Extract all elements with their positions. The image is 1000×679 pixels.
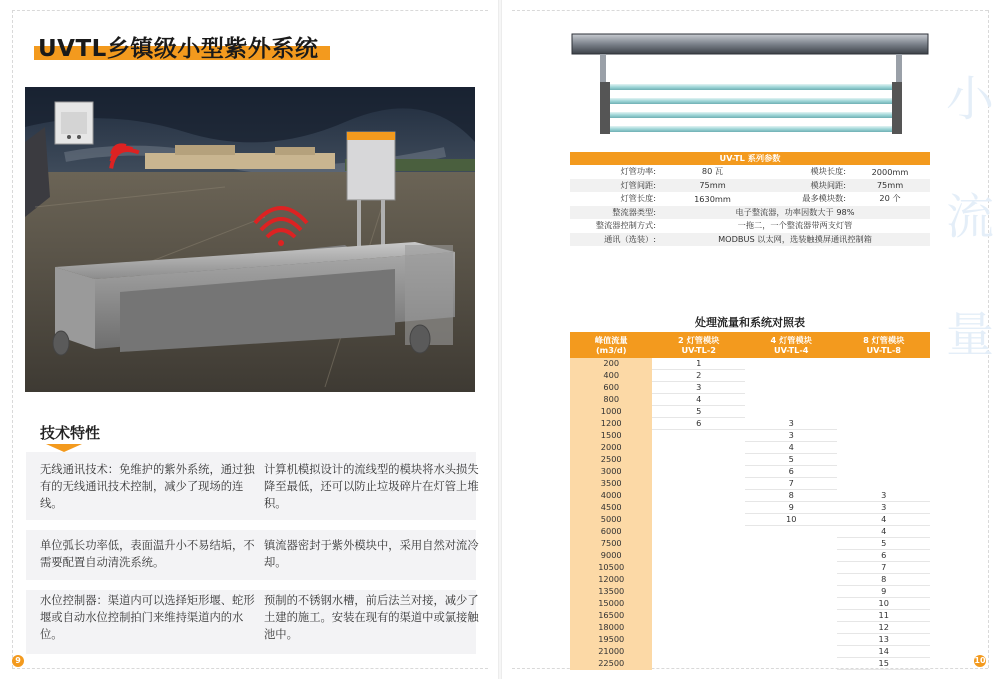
peak-flow-cell: 22500 bbox=[570, 658, 652, 670]
peak-flow-cell: 2000 bbox=[570, 442, 652, 454]
peak-flow-cell: 18000 bbox=[570, 622, 652, 634]
uv-module-illustration bbox=[570, 30, 930, 148]
tl4-cell bbox=[745, 394, 838, 406]
feature-wireless: 无线通讯技术：免维护的紫外系统，通过独有的无线通讯技术控制，减少了现场的连线。 bbox=[40, 463, 255, 510]
tl2-cell bbox=[652, 502, 745, 514]
tl2-cell bbox=[652, 466, 745, 478]
param-key: 灯管长度: bbox=[620, 193, 656, 204]
tl8-cell: 4 bbox=[837, 526, 930, 538]
page-title-text: UVTL乡镇级小型紫外系统 bbox=[38, 36, 319, 62]
features-heading: 技术特性 bbox=[40, 424, 101, 442]
tl8-cell: 13 bbox=[837, 634, 930, 646]
peak-flow-cell: 200 bbox=[570, 358, 652, 370]
peak-flow-cell: 400 bbox=[570, 370, 652, 382]
product-illustration bbox=[25, 87, 475, 392]
peak-flow-cell: 10500 bbox=[570, 562, 652, 574]
tl2-cell bbox=[652, 586, 745, 598]
tl4-cell: 8 bbox=[745, 490, 838, 502]
tl4-cell bbox=[745, 646, 838, 658]
tl2-cell bbox=[652, 550, 745, 562]
tl4-cell: 3 bbox=[745, 430, 838, 442]
peak-flow-cell: 2500 bbox=[570, 454, 652, 466]
tl4-cell bbox=[745, 598, 838, 610]
tl4-cell: 5 bbox=[745, 454, 838, 466]
table-row bbox=[570, 206, 930, 220]
table-row bbox=[570, 406, 930, 418]
tl4-cell bbox=[745, 550, 838, 562]
tl2-cell bbox=[652, 454, 745, 466]
tl2-cell bbox=[652, 430, 745, 442]
param-key: 灯管功率: bbox=[620, 166, 656, 177]
flow-table bbox=[570, 332, 930, 670]
table-row bbox=[570, 454, 930, 466]
table-row bbox=[570, 418, 930, 430]
flow-table-title: 处理流量和系统对照表 bbox=[695, 316, 805, 329]
table-row bbox=[570, 370, 930, 382]
param-value: 1630mm bbox=[694, 193, 731, 204]
peak-flow-cell: 4000 bbox=[570, 490, 652, 502]
params-table bbox=[570, 152, 930, 246]
param-key: 整流器类型: bbox=[570, 206, 660, 220]
tl4-cell bbox=[745, 610, 838, 622]
divider bbox=[12, 10, 13, 668]
page-number: 10 bbox=[974, 656, 986, 665]
table-row bbox=[570, 430, 930, 442]
tl2-cell bbox=[652, 538, 745, 550]
param-value: 一拖二，一个整流器带两支灯管 bbox=[737, 220, 853, 231]
table-row bbox=[570, 514, 930, 526]
param-value: 20 个 bbox=[879, 193, 901, 204]
param-key: 整流器控制方式: bbox=[595, 220, 656, 231]
col-tl2: 2 灯管模块 UV-TL-2 bbox=[652, 332, 745, 358]
peak-flow-cell: 16500 bbox=[570, 610, 652, 622]
tl4-cell bbox=[745, 622, 838, 634]
tl4-cell: 3 bbox=[745, 418, 838, 430]
tl8-cell: 12 bbox=[837, 622, 930, 634]
peak-flow-cell: 15000 bbox=[570, 598, 652, 610]
param-key: 模块间距: bbox=[765, 179, 850, 193]
params-title: UV-TL 系列参数 bbox=[570, 152, 930, 165]
table-row bbox=[570, 574, 930, 586]
param-value: 75mm bbox=[660, 179, 765, 193]
param-value: 2000mm bbox=[871, 166, 909, 177]
table-row bbox=[570, 598, 930, 610]
tl4-cell bbox=[745, 406, 838, 418]
param-value: 75mm bbox=[850, 179, 930, 193]
table-row bbox=[570, 538, 930, 550]
tl8-cell bbox=[837, 466, 930, 478]
tl4-cell bbox=[745, 574, 838, 586]
tl2-cell: 5 bbox=[652, 406, 745, 418]
peak-flow-cell: 1200 bbox=[570, 418, 652, 430]
feature-level-control: 水位控制器：渠道内可以选择矩形堰、蛇形堰或自动水位控制拍门来维持渠道内的水位。 bbox=[40, 594, 255, 641]
table-row bbox=[570, 442, 930, 454]
table-row bbox=[570, 382, 930, 394]
col-tl4: 4 灯管模块 UV-TL-4 bbox=[745, 332, 838, 358]
table-row bbox=[570, 165, 930, 179]
peak-flow-cell: 1500 bbox=[570, 430, 652, 442]
page-fold bbox=[498, 0, 502, 679]
table-row bbox=[570, 219, 930, 233]
tl8-cell: 3 bbox=[837, 502, 930, 514]
tl8-cell bbox=[837, 382, 930, 394]
table-row bbox=[570, 622, 930, 634]
param-value: 80 瓦 bbox=[701, 166, 724, 177]
table-row bbox=[570, 233, 930, 247]
tl2-cell bbox=[652, 658, 745, 670]
tl8-cell: 6 bbox=[837, 550, 930, 562]
table-row bbox=[570, 646, 930, 658]
tl4-cell bbox=[745, 658, 838, 670]
peak-flow-cell: 600 bbox=[570, 382, 652, 394]
tl4-cell: 9 bbox=[745, 502, 838, 514]
tl2-cell bbox=[652, 622, 745, 634]
peak-flow-cell: 13500 bbox=[570, 586, 652, 598]
feature-low-power: 单位弧长功率低，表面温升小不易结垢，不需要配置自动清洗系统。 bbox=[40, 539, 255, 569]
tl2-cell bbox=[652, 562, 745, 574]
tl8-cell: 15 bbox=[837, 658, 930, 670]
tl8-cell bbox=[837, 394, 930, 406]
tl2-cell bbox=[652, 490, 745, 502]
param-key: 模块长度: bbox=[810, 166, 846, 177]
tl2-cell bbox=[652, 598, 745, 610]
peak-flow-cell: 7500 bbox=[570, 538, 652, 550]
tl8-cell bbox=[837, 442, 930, 454]
tl2-cell: 2 bbox=[652, 370, 745, 382]
tl4-cell bbox=[745, 562, 838, 574]
table-header-row bbox=[570, 332, 930, 358]
tl4-cell bbox=[745, 526, 838, 538]
table-row bbox=[570, 466, 930, 478]
peak-flow-cell: 6000 bbox=[570, 526, 652, 538]
tl8-cell: 8 bbox=[837, 574, 930, 586]
tl4-cell: 7 bbox=[745, 478, 838, 490]
peak-flow-cell: 19500 bbox=[570, 634, 652, 646]
tl8-cell: 7 bbox=[837, 562, 930, 574]
tl2-cell: 3 bbox=[652, 382, 745, 394]
param-key: 通讯（选装）: bbox=[570, 233, 660, 247]
tl8-cell: 5 bbox=[837, 538, 930, 550]
tl2-cell bbox=[652, 526, 745, 538]
tl4-cell bbox=[745, 370, 838, 382]
watermark bbox=[946, 40, 996, 394]
table-row bbox=[570, 394, 930, 406]
tl8-cell bbox=[837, 418, 930, 430]
tl4-cell: 4 bbox=[745, 442, 838, 454]
page-number: 9 bbox=[12, 655, 24, 667]
heading-arrow bbox=[46, 444, 82, 452]
tl2-cell: 4 bbox=[652, 394, 745, 406]
tl2-cell bbox=[652, 634, 745, 646]
tl2-cell bbox=[652, 646, 745, 658]
peak-flow-cell: 1000 bbox=[570, 406, 652, 418]
tl4-cell bbox=[745, 538, 838, 550]
watermark-char: 流 bbox=[946, 189, 995, 245]
param-value: MODBUS 以太网，选装触摸屏通讯控制箱 bbox=[660, 233, 930, 247]
peak-flow-cell: 5000 bbox=[570, 514, 652, 526]
param-key: 最多模块数: bbox=[802, 193, 846, 204]
param-key: 灯管间距: bbox=[570, 179, 660, 193]
peak-flow-cell: 800 bbox=[570, 394, 652, 406]
table-row bbox=[570, 478, 930, 490]
feature-streamline: 计算机模拟设计的流线型的模块将水头损失降至最低，还可以防止垃圾碎片在灯管上堆积。 bbox=[264, 463, 479, 510]
feature-steel-channel: 预制的不锈钢水槽，前后法兰对接，减少了土建的施工。安装在现有的渠道中或氯接触池中。 bbox=[264, 594, 479, 641]
tl8-cell bbox=[837, 406, 930, 418]
tl2-cell bbox=[652, 574, 745, 586]
feature-ballast: 镇流器密封于紫外模块中，采用自然对流冷却。 bbox=[264, 539, 479, 569]
param-value: 电子整流器，功率因数大于 98% bbox=[660, 206, 930, 220]
tl8-cell bbox=[837, 478, 930, 490]
tl8-cell: 3 bbox=[837, 490, 930, 502]
peak-flow-cell: 12000 bbox=[570, 574, 652, 586]
tl8-cell: 4 bbox=[837, 514, 930, 526]
watermark-char: 量 bbox=[946, 307, 995, 363]
divider bbox=[512, 10, 988, 11]
flow-table-body bbox=[570, 358, 930, 670]
table-row bbox=[570, 502, 930, 514]
divider bbox=[12, 668, 488, 669]
table-row bbox=[570, 358, 930, 370]
tl2-cell: 1 bbox=[652, 358, 745, 370]
table-row bbox=[570, 562, 930, 574]
table-row bbox=[570, 586, 930, 598]
table-row bbox=[570, 490, 930, 502]
watermark-char: 小 bbox=[946, 71, 995, 127]
tl8-cell bbox=[837, 358, 930, 370]
col-peak-flow: 峰值流量 (m3/d) bbox=[570, 332, 652, 358]
page-title bbox=[32, 30, 332, 62]
table-row bbox=[570, 179, 930, 193]
tl8-cell: 14 bbox=[837, 646, 930, 658]
tl8-cell: 9 bbox=[837, 586, 930, 598]
tl2-cell: 6 bbox=[652, 418, 745, 430]
tl4-cell bbox=[745, 382, 838, 394]
table-row bbox=[570, 550, 930, 562]
tl8-cell: 11 bbox=[837, 610, 930, 622]
tl2-cell bbox=[652, 610, 745, 622]
tl4-cell: 6 bbox=[745, 466, 838, 478]
peak-flow-cell: 3500 bbox=[570, 478, 652, 490]
tl4-cell bbox=[745, 634, 838, 646]
table-row bbox=[570, 192, 930, 206]
tl4-cell: 10 bbox=[745, 514, 838, 526]
table-row bbox=[570, 658, 930, 670]
col-tl8: 8 灯管模块 UV-TL-8 bbox=[837, 332, 930, 358]
peak-flow-cell: 3000 bbox=[570, 466, 652, 478]
tl8-cell bbox=[837, 430, 930, 442]
peak-flow-cell: 21000 bbox=[570, 646, 652, 658]
peak-flow-cell: 4500 bbox=[570, 502, 652, 514]
table-row bbox=[570, 526, 930, 538]
divider bbox=[12, 10, 488, 11]
tl8-cell bbox=[837, 454, 930, 466]
peak-flow-cell: 9000 bbox=[570, 550, 652, 562]
table-row bbox=[570, 634, 930, 646]
tl8-cell bbox=[837, 370, 930, 382]
table-row bbox=[570, 610, 930, 622]
tl4-cell bbox=[745, 586, 838, 598]
tl8-cell: 10 bbox=[837, 598, 930, 610]
tl4-cell bbox=[745, 358, 838, 370]
tl2-cell bbox=[652, 442, 745, 454]
tl2-cell bbox=[652, 514, 745, 526]
tl2-cell bbox=[652, 478, 745, 490]
